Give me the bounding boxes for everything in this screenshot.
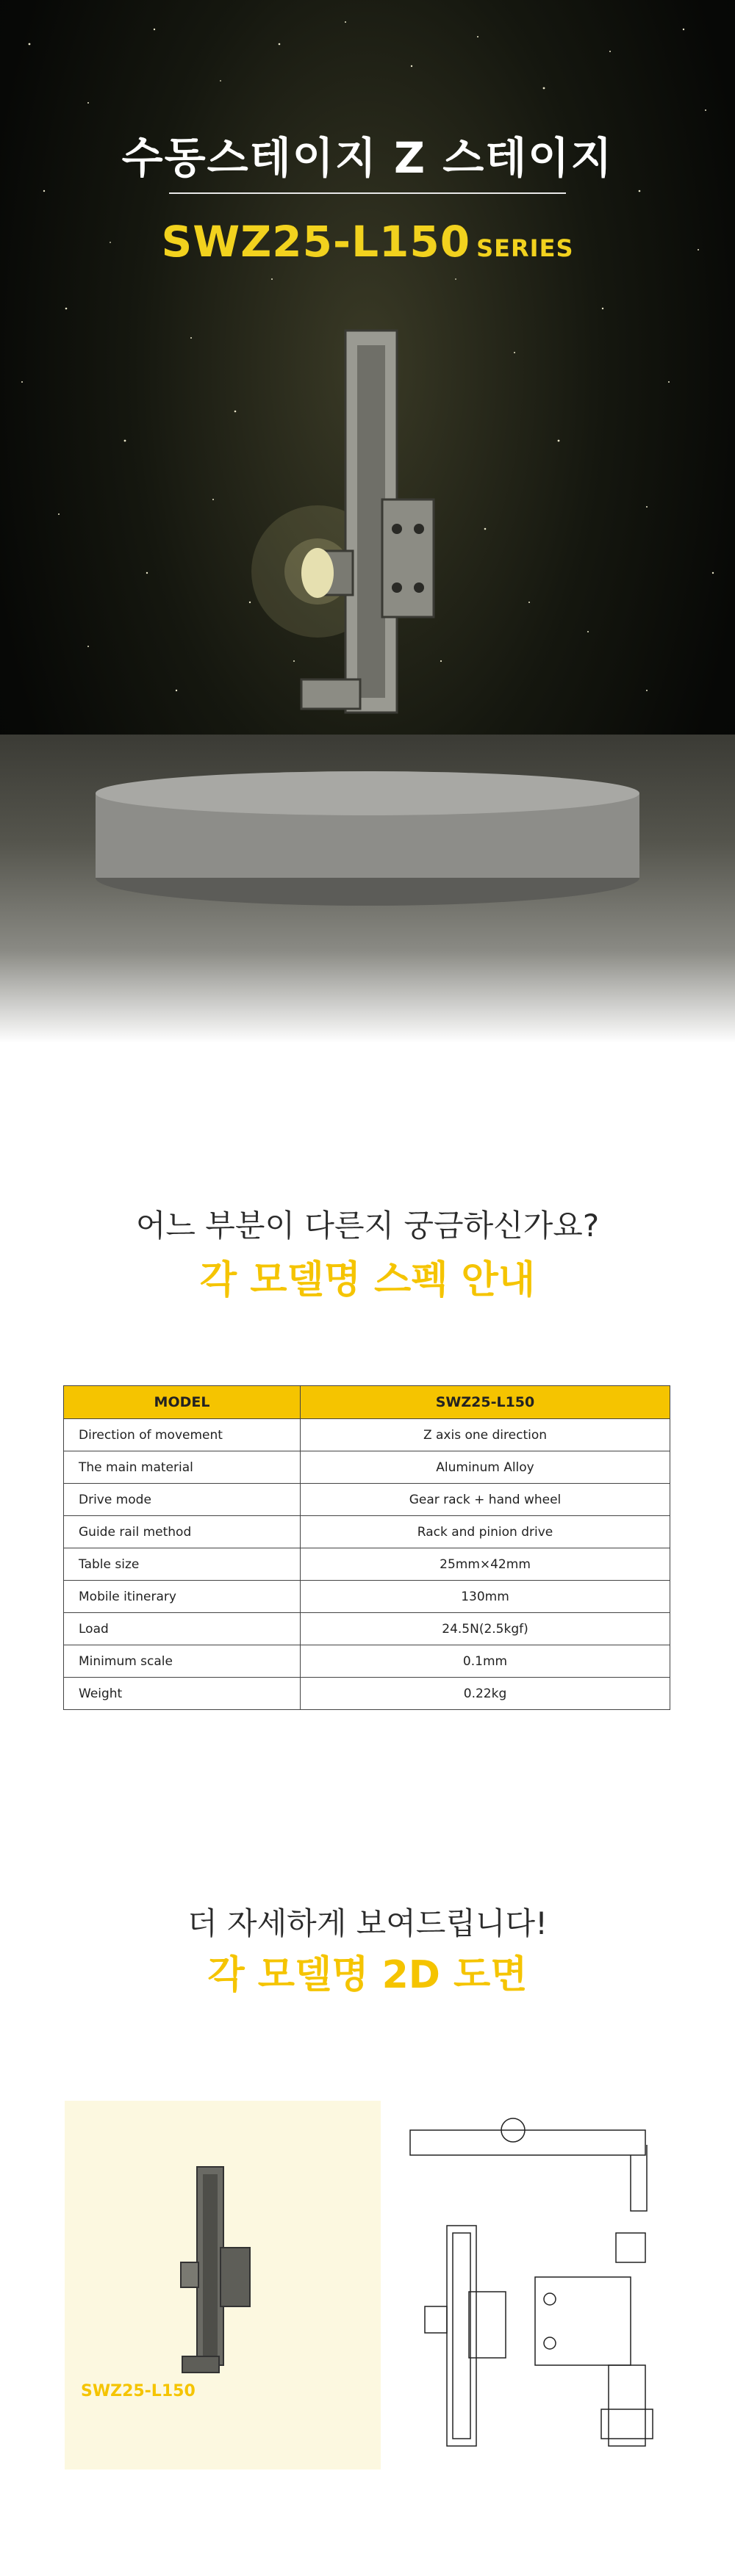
spec-value: Z axis one direction	[301, 1419, 670, 1451]
table-row	[64, 1484, 670, 1516]
table-row	[64, 1548, 670, 1581]
table-row	[64, 1451, 670, 1484]
spec-key: Drive mode	[64, 1484, 301, 1516]
technical-drawing-lines	[381, 2101, 659, 2469]
spec-key: The main material	[64, 1451, 301, 1484]
spec-key: Minimum scale	[64, 1645, 301, 1678]
drawing-heading: 각 모델명 2D 도면	[207, 1953, 528, 1997]
hero-banner	[0, 0, 735, 1043]
spec-value: 0.22kg	[301, 1678, 670, 1710]
spec-value: 24.5N(2.5kgf)	[301, 1613, 670, 1645]
spec-value: Aluminum Alloy	[301, 1451, 670, 1484]
hero-model-name: SWZ25-L150	[161, 217, 471, 267]
table-row	[64, 1516, 670, 1548]
spec-heading: 각 모델명 스펙 안내	[199, 1258, 536, 1302]
drawing-box	[65, 2101, 659, 2469]
table-row	[64, 1581, 670, 1613]
drawing-question: 더 자세하게 보여드립니다!	[187, 1905, 548, 1941]
spec-question: 어느 부분이 다른지 궁금하신가요?	[135, 1208, 600, 1244]
spec-key: Weight	[64, 1678, 301, 1710]
table-row	[64, 1613, 670, 1645]
spec-value: Gear rack + hand wheel	[301, 1484, 670, 1516]
spec-key: Load	[64, 1613, 301, 1645]
spec-header-model: MODEL	[64, 1386, 301, 1419]
product-thumbnail	[160, 2160, 278, 2380]
spec-table	[63, 1385, 670, 1710]
spec-value: 130mm	[301, 1581, 670, 1613]
spec-key: Direction of movement	[64, 1419, 301, 1451]
technical-drawing	[381, 2101, 659, 2469]
spec-key: Guide rail method	[64, 1516, 301, 1548]
hero-divider	[169, 192, 566, 194]
spec-value: 0.1mm	[301, 1645, 670, 1678]
spec-key: Mobile itinerary	[64, 1581, 301, 1613]
drawing-model-label: SWZ25-L150	[81, 2382, 196, 2400]
table-row	[64, 1678, 670, 1710]
hero-title: 수동스테이지 Z 스테이지	[121, 133, 614, 183]
hero-series-label: SERIES	[476, 234, 574, 262]
spec-key: Table size	[64, 1548, 301, 1581]
table-row	[64, 1419, 670, 1451]
hero-model	[0, 217, 735, 267]
pedestal	[0, 764, 735, 911]
spec-header-value: SWZ25-L150	[301, 1386, 670, 1419]
spec-value: 25mm×42mm	[301, 1548, 670, 1581]
table-row	[64, 1645, 670, 1678]
spec-value: Rack and pinion drive	[301, 1516, 670, 1548]
spec-table-header	[64, 1386, 670, 1419]
